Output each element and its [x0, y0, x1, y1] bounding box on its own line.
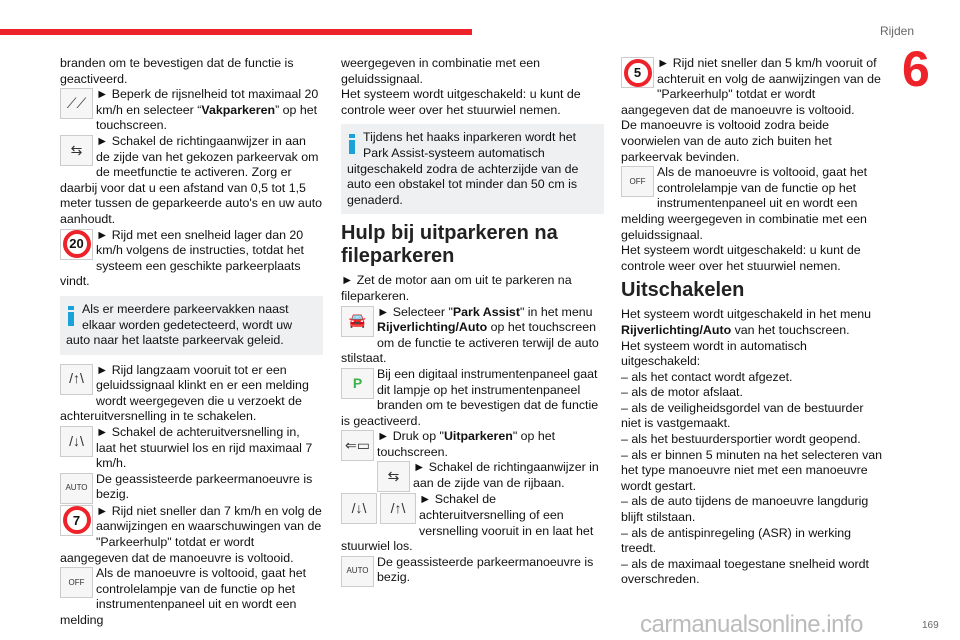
paragraph: ► Zet de motor aan om uit te parkeren na fileparkeren.	[341, 273, 572, 303]
list-item: – als er binnen 5 minuten na het selecteren van het type manoeuvre niet met een manoeuvre wordt gestart.	[621, 447, 883, 493]
column-1	[60, 56, 323, 629]
step: 🚘 ► Selecteer "Park Assist" in het menu Rijverlichting/Auto op het touchscreen om de functie te activeren terwijl de auto stilstaat.	[341, 304, 599, 366]
info-note: Als er meerdere parkeervakken naast elkaar worden gedetecteerd, wordt uw auto naar het laatste parkeervak geleid.	[60, 296, 323, 355]
list-item: – als het contact wordt afgezet.	[621, 369, 793, 384]
step: ⟋⟋ ► Beperk de rijsnelheid tot maximaal 20 km/h en selecteer “Vakparkeren” op het touchscreen.	[60, 87, 323, 134]
speed-limit-sign-icon: 7	[60, 505, 93, 536]
paragraph: De manoeuvre is voltooid zodra beide voorwielen van de auto zich buiten het parkeervak bevinden.	[621, 118, 832, 164]
step: OFF Als de manoeuvre is voltooid, gaat het controlelampje van de functie op het instrumentenpaneel uit en wordt een melding	[60, 566, 307, 627]
step: 20 ► Rijd met een snelheid lager dan 20 km/h volgens de instructies, totdat het systeem een geschikte parkeerplaats vindt.	[60, 227, 304, 289]
list-item: – als de motor afslaat.	[621, 385, 743, 400]
step: ⇆ ► Schakel de richtingaanwijzer in aan de zijde van het gekozen parkeervak om de meetfunctie te activeren. Zorg er daarbij voor dat u een afstand van 0,5 tot 1,5 meter tussen de geparkeerde auto's en uw auto aanhoudt.	[60, 133, 323, 226]
info-icon	[349, 134, 355, 154]
section-heading: Uitschakelen	[621, 279, 745, 302]
list-item: – als de antispinregeling (ASR) in werking treedt.	[621, 525, 852, 556]
exit-parking-icon: ⇐▭	[341, 430, 374, 461]
paragraph: Het systeem wordt uitgeschakeld: u kunt de controle weer over het stuurwiel nemen.	[621, 243, 861, 273]
list-item: – als de veiligheidsgordel van de bestuurder niet is vastgemaakt.	[621, 400, 864, 431]
list-item: – als de maximaal toegestane snelheid wordt overschreden.	[621, 556, 869, 587]
car-icon: 🚘	[341, 306, 374, 337]
forward-arrows-icon: /↑\	[60, 364, 93, 395]
step: ⇆ ► Schakel de richtingaanwijzer in aan de zijde van de rijbaan.	[341, 460, 604, 491]
header-accent-bar	[0, 29, 472, 35]
step: P Bij een digitaal instrumentenpaneel gaat dit lampje op het instrumentenpaneel branden om te bevestigen dat de functie is geactiveerd.	[341, 366, 599, 428]
reverse-arrows-icon: /↓\	[341, 493, 377, 524]
reverse-arrows-icon: /↓\	[60, 426, 93, 457]
page-number: 169	[922, 620, 939, 631]
paragraph: Het systeem wordt in automatisch uitgeschakeld:	[621, 338, 807, 369]
step: OFF Als de manoeuvre is voltooid, gaat het controlelampje van de functie op het instrumentenpaneel uit en wordt een melding weergegeven in combinatie met een geluidssignaal.	[621, 165, 868, 242]
steering-off-icon: OFF	[621, 166, 654, 197]
turn-signal-icon: ⇆	[60, 135, 93, 166]
paragraph: branden om te bevestigen dat de functie is geactiveerd.	[60, 56, 294, 86]
column-2	[341, 56, 604, 587]
watermark: carmanualsonline.info	[640, 611, 863, 638]
section-heading: Hulp bij uitparkeren na fileparkeren	[341, 222, 558, 268]
list-item: – als de auto tijdens de manoeuvre langdurig blijft stilstaan.	[621, 494, 869, 525]
paragraph: Het systeem wordt uitgeschakeld: u kunt de controle weer over het stuurwiel nemen.	[341, 87, 581, 117]
step: AUTO De geassisteerde parkeermanoeuvre is bezig.	[341, 555, 604, 586]
speed-limit-sign-icon: 20	[60, 229, 93, 260]
forward-arrows-icon: /↑\	[380, 493, 416, 524]
chapter-number: 6	[902, 41, 930, 97]
speed-limit-sign-icon: 5	[621, 57, 654, 88]
step: 5 ► Rijd niet sneller dan 5 km/h vooruit of achteruit en volg de aanwijzingen van de "Parkeerhulp" totdat er wordt aangegeven dat de manoeuvre is voltooid.	[621, 56, 881, 117]
list-item: – als het bestuurdersportier wordt geopend.	[621, 432, 861, 447]
park-assist-lamp-icon: P	[341, 368, 374, 399]
step: /↓\ /↑\ ► Schakel de achteruitversnelling of een versnelling vooruit in en laat het stuurwiel los.	[341, 492, 594, 554]
step: 7 ► Rijd niet sneller dan 7 km/h en volg de aanwijzingen en waarschuwingen van de "Parkeerhulp" totdat er wordt aangegeven dat de manoeuvre is voltooid.	[60, 503, 322, 565]
step: AUTO De geassisteerde parkeermanoeuvre is bezig.	[60, 472, 323, 503]
info-note: Tijdens het haaks inparkeren wordt het Park Assist-systeem automatisch uitgeschakeld zodra de achterzijde van de auto een obstakel tot minder dan 50 cm is genaderd.	[341, 124, 604, 214]
steering-auto-icon: AUTO	[60, 473, 93, 504]
paragraph: Het systeem wordt uitgeschakeld in het menu Rijverlichting/Auto van het touchscreen.	[621, 307, 872, 337]
parking-sensor-icon: ⟋⟋	[60, 88, 93, 119]
info-icon	[68, 306, 74, 326]
step: /↓\ ► Schakel de achteruitversnelling in, laat het stuurwiel los en rijd maximaal 7 km/h.	[60, 425, 323, 472]
paragraph: weergegeven in combinatie met een geluidssignaal.	[341, 56, 541, 86]
turn-signal-icon: ⇆	[377, 461, 410, 492]
step: /↑\ ► Rijd langzaam vooruit tot er een geluidssignaal klinkt en er een melding wordt weergegeven die u verzoekt de achteruitversnelling in te schakelen.	[60, 362, 309, 424]
section-title: Rijden	[879, 24, 914, 38]
steering-auto-icon: AUTO	[341, 556, 374, 587]
column-3	[621, 56, 884, 588]
steering-off-icon: OFF	[60, 567, 93, 598]
step: ⇐▭ ► Druk op "Uitparkeren" op het touchscreen.	[341, 429, 604, 460]
